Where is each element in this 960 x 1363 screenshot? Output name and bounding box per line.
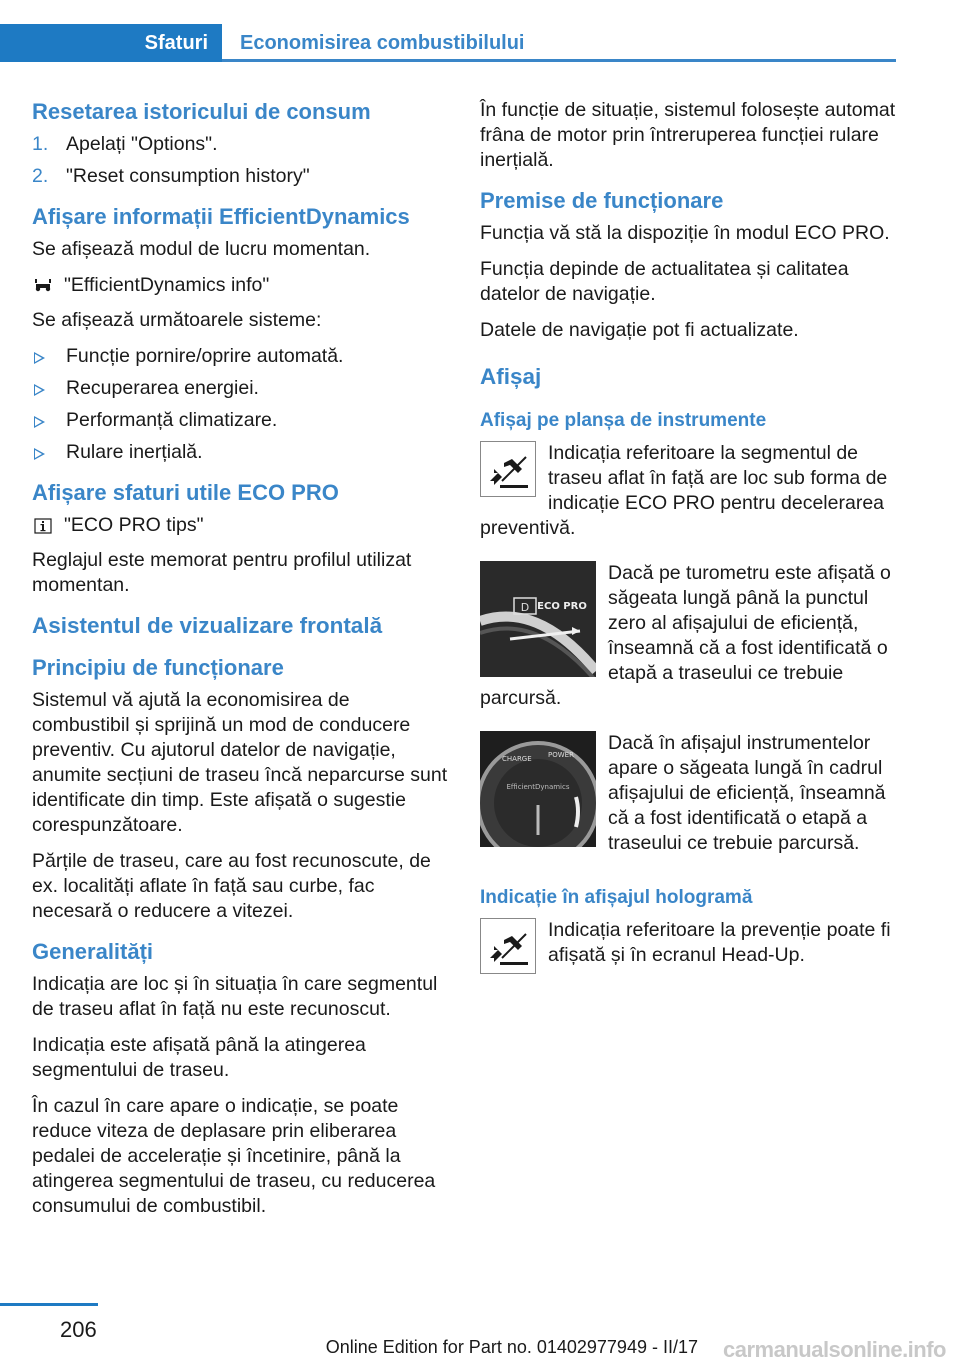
paragraph: Reglajul este memorat pentru profilul utilizat momentan. bbox=[32, 549, 412, 596]
heading-instrument-cluster: Afișaj pe planșa de instrumente bbox=[480, 410, 767, 431]
section-tab: Sfaturi bbox=[0, 24, 222, 62]
right-column bbox=[480, 98, 896, 997]
list-item: Funcție pornire/oprire automată. bbox=[32, 344, 448, 369]
page-footer bbox=[0, 1303, 960, 1362]
bullet-triangle-icon bbox=[34, 384, 45, 396]
car-route-icon bbox=[32, 278, 54, 294]
cluster-figure-row-3 bbox=[480, 731, 896, 856]
paragraph: Dacă în afișajul instrumentelor apare o săgeata lungă în cadrul afișajului de eficiență, înseamnă că a fost identificată o etapă a traseului ce trebuie parcursă. bbox=[608, 732, 886, 854]
paragraph: Se afișează modul de lucru momentan. bbox=[32, 238, 371, 260]
heading-reset-history: Resetarea istoricului de consum bbox=[32, 99, 371, 124]
heading-premise: Premise de funcționare bbox=[480, 188, 724, 213]
info-icon bbox=[32, 518, 54, 534]
step-text: Apelați "Options". bbox=[66, 133, 218, 155]
header-rule bbox=[222, 59, 896, 62]
paragraph: Indicația referitoare la prevenție poate fi afișată și în ecranul Head-Up. bbox=[548, 919, 891, 966]
step-number: 1. bbox=[32, 133, 49, 155]
menu-label: "ECO PRO tips" bbox=[64, 514, 204, 536]
menu-label: "EfficientDynamics info" bbox=[64, 274, 270, 296]
paragraph: Dacă pe turometru este afișată o săgeata lungă până la punctul zero al afișajului de eficiență, înseamnă că a fost identificată o etapă a traseului ce trebuie parcursă. bbox=[480, 562, 891, 709]
heading-display: Afișaj bbox=[480, 364, 542, 389]
list-item bbox=[32, 132, 448, 157]
paragraph: În cazul în care apare o indicație, se poate reduce viteza de deplasare prin eliberarea pedalei de accelerație și încetinire, până la atingerea segmentului de traseu, cu reducerea consumului de combustibil. bbox=[32, 1095, 436, 1217]
heading-general: Generalități bbox=[32, 939, 154, 964]
reset-steps-list bbox=[32, 132, 448, 189]
heading-forward-assistant: Asistentul de vizualizare frontală bbox=[32, 613, 383, 638]
hud-deceleration-symbol-image bbox=[480, 918, 536, 979]
bullet-triangle-icon bbox=[34, 448, 45, 460]
paragraph: Funcția depinde de actualitatea și calitatea datelor de navigație. bbox=[480, 258, 849, 305]
left-column bbox=[32, 98, 448, 1230]
paragraph: Datele de navigație pot fi actualizate. bbox=[480, 319, 799, 341]
eco-pro-label: ECO PRO bbox=[537, 601, 587, 612]
charge-label: CHARGE bbox=[502, 755, 532, 763]
step-number: 2. bbox=[32, 165, 49, 187]
menu-path-eco-pro-tips bbox=[32, 513, 448, 538]
efficientdynamics-label: EfficientDynamics bbox=[506, 783, 570, 791]
systems-list bbox=[32, 344, 448, 465]
paragraph: Indicația referitoare la segmentul de traseu aflat în față are loc sub forma de indicație ECO PRO pentru decelerarea preventivă. bbox=[480, 442, 888, 539]
list-item: Performanță climatizare. bbox=[32, 408, 448, 433]
heading-eco-pro-tips: Afișare sfaturi utile ECO PRO bbox=[32, 480, 339, 505]
bullet-triangle-icon bbox=[34, 416, 45, 428]
gear-indicator: D bbox=[520, 601, 530, 614]
list-item: Rulare inerțială. bbox=[32, 440, 448, 465]
efficiency-display-image bbox=[480, 731, 596, 852]
paragraph: Indicația este afișată până la atingerea segmentului de traseu. bbox=[32, 1034, 366, 1081]
page-number: 206 bbox=[60, 1317, 97, 1342]
power-label: POWER bbox=[548, 751, 574, 759]
heading-principle: Principiu de funcționare bbox=[32, 655, 284, 680]
paragraph: Se afișează următoarele sisteme: bbox=[32, 309, 322, 331]
bullet-triangle-icon bbox=[34, 352, 45, 364]
paragraph: Sistemul vă ajută la economisirea de combustibil și sprijină un mod de conducere preventiv. Cu ajutorul datelor de navigație, anumite secțiuni de traseu încă neparcurse sunt identificate din timp. Este afișată o sugestie corespunzătoare. bbox=[32, 689, 448, 836]
watermark: carmanualsonline.info bbox=[723, 1337, 946, 1362]
page-header bbox=[0, 24, 896, 62]
edition-text: Online Edition for Part no. 01402977949 - II/17 bbox=[325, 1337, 698, 1357]
cluster-figure-row-2 bbox=[480, 561, 896, 711]
list-item bbox=[32, 164, 448, 189]
footer-rule bbox=[0, 1303, 98, 1306]
deceleration-symbol-image bbox=[480, 441, 536, 502]
step-text: "Reset consumption history" bbox=[66, 165, 310, 187]
cluster-figure-row-1 bbox=[480, 441, 896, 541]
heading-hud: Indicație în afișajul hologramă bbox=[480, 887, 753, 908]
paragraph: Indicația are loc și în situația în care segmentul de traseu aflat în față nu este recunoscut. bbox=[32, 973, 438, 1020]
paragraph: În funcție de situație, sistemul folosește automat frâna de motor prin întreruperea funcției rulare inerțială. bbox=[480, 99, 896, 171]
paragraph: Părțile de traseu, care au fost recunoscute, de ex. localități aflate în față sau curbe, fac necesară o reducere a vitezei. bbox=[32, 850, 431, 922]
chapter-title: Economisirea combustibilului bbox=[240, 32, 525, 54]
hud-figure-row bbox=[480, 918, 896, 983]
heading-efficientdynamics-info: Afișare informații EfficientDynamics bbox=[32, 204, 410, 229]
paragraph: Funcția vă stă la dispoziție în modul ECO PRO. bbox=[480, 222, 890, 244]
tachometer-eco-pro-image bbox=[480, 561, 596, 682]
menu-path-efficientdynamics bbox=[32, 273, 448, 298]
list-item: Recuperarea energiei. bbox=[32, 376, 448, 401]
